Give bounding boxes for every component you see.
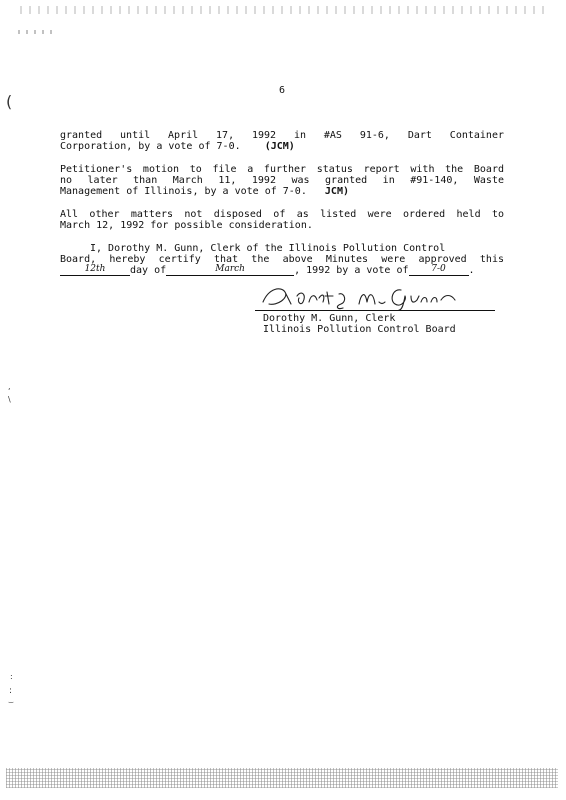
clerk-name: Dorothy M. Gunn, Clerk <box>263 313 396 324</box>
paragraph-line: Petitioner's motion to file a further status report with the Board <box>60 164 504 175</box>
minutes-paragraph-extension <box>60 130 504 152</box>
paragraph-text: day of <box>130 265 167 276</box>
paragraph-text: Corporation, by a vote of 7-0. <box>60 141 241 152</box>
signature-line <box>255 310 495 311</box>
paragraph-line: granted until April 17, 1992 in #AS 91-6, Dart Container <box>60 130 504 141</box>
margin-tick-mark: : <box>9 686 13 696</box>
margin-tick-mark: ⌣ <box>8 698 14 708</box>
paragraph-line <box>60 141 504 152</box>
margin-tick-mark: : <box>10 672 13 681</box>
paragraph-line: March 12, 1992 for possible consideration. <box>60 220 313 231</box>
scan-noise-top <box>20 6 550 14</box>
paragraph-text: Management of Illinois, by a vote of 7-0. <box>60 186 307 197</box>
signature-block <box>263 313 456 335</box>
vote-fill-blank: 7-0 <box>409 265 469 276</box>
minutes-paragraph-held-matters <box>60 209 504 231</box>
margin-tick-mark: , <box>8 382 11 391</box>
scan-noise-top-left <box>18 30 58 34</box>
initials: JCM) <box>324 186 349 197</box>
month-fill-blank: March <box>166 265 294 276</box>
paragraph-text: , 1992 by a vote of <box>294 265 409 276</box>
day-fill-blank: 12th <box>60 265 130 276</box>
paragraph-line: All other matters not disposed of as listed were ordered held to <box>60 209 504 220</box>
paragraph-text: . <box>468 265 475 276</box>
initials: (JCM) <box>264 141 295 152</box>
paragraph-line: Board, hereby certify that the above Minutes were approved this <box>60 254 504 265</box>
paragraph-line <box>60 243 504 254</box>
paragraph-text: I, Dorothy M. Gunn, Clerk of the Illinois Pollution Control <box>90 243 446 254</box>
margin-tick-mark: \ <box>8 395 11 404</box>
paragraph-line <box>60 186 504 197</box>
paragraph-line: no later than March 11, 1992 was granted in #91-140, Waste <box>60 175 504 186</box>
clerk-organization: Illinois Pollution Control Board <box>263 324 456 335</box>
paragraph-line <box>60 265 504 276</box>
minutes-paragraph-status-report <box>60 164 504 197</box>
handwritten-signature <box>255 280 465 312</box>
clerk-certification <box>60 243 504 276</box>
page-number: 6 <box>279 85 286 96</box>
scan-noise-bottom <box>6 768 558 788</box>
margin-paren-mark: ( <box>6 92 13 111</box>
